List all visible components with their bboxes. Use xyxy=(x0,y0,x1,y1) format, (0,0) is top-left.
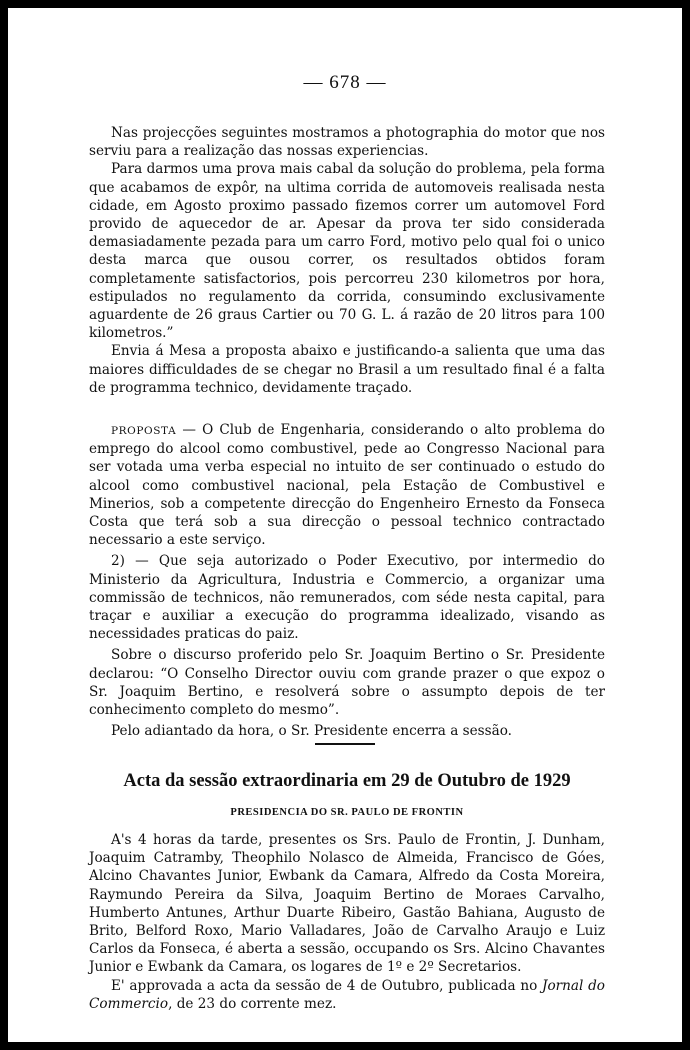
paragraph: Sobre o discurso proferido pelo Sr. Joaquim Bertino o Sr. Presidente declarou: “O Conselho Director ouviu com grande prazer o que expoz o Sr. Joaquim Bertino, e resolverá sobre o assumpto depois de ter conhecimento completo do mesmo”. xyxy=(89,647,605,719)
page-number: — 678 — xyxy=(303,72,387,93)
paragraph: Nas projecções seguintes mostramos a photographia do motor que nos serviu para a realização das nossas experiencias. xyxy=(89,125,605,160)
proposal-paragraph xyxy=(89,421,605,549)
section-title: Acta da sessão extraordinaria em 29 de Outubro de 1929 xyxy=(123,771,571,791)
text-block-proposal xyxy=(89,421,605,740)
paragraph: A's 4 horas da tarde, presentes os Srs. Paulo de Frontin, J. Dunham, Joaquim Catramby, Theophilo Nolasco de Almeida, Francisco de Góes, Alcino Chavantes Junior, Ewbank da Camara, Alfredo da Costa Moreira, Raymundo Pereira da Silva, Joaquim Bertino de Moraes Carvalho, Humberto Antunes, Arthur Duarte Ribeiro, Gastão Bahiana, Augusto de Brito, Belford Roxo, Mario Valladares, João de Carvalho Araujo e Luiz Carlos da Fonseca, é aberta a sessão, occupando os Srs. Alcino Chavantes Junior e Ewbank da Camara, os logares de 1º e 2º Secretarios. xyxy=(89,832,605,976)
proposal-text: — O Club de Engenharia, considerando o alto problema do emprego do alcool como combustivel, pede ao Congresso Nacional para ser votada uma verba especial no intuito de ser continuado o estudo do alcool como combustivel nacional, pela Estação de Combustivel e Minerios, sob a competente direcção do Engenheiro Ernesto da Fonseca Costa que terá sob a sua direcção o pessoal technico contractado necessario a este serviço. xyxy=(89,422,605,549)
journal-name: Jornal do Commercio xyxy=(89,977,605,1012)
section-subtitle: PRESIDENCIA DO SR. PAULO DE FRONTIN xyxy=(230,807,464,818)
text-block-upper xyxy=(89,124,605,397)
paragraph xyxy=(89,977,605,1013)
text-block-minutes xyxy=(89,831,605,1013)
paragraph: Envia á Mesa a proposta abaixo e justificando-a salienta que uma das maiores difficuldades de se chegar no Brasil a um resultado final é a falta de programma technico, devidamente traçado. xyxy=(89,343,605,396)
text-run: E' approvada a acta da sessão de 4 de Outubro, publicada no xyxy=(111,977,543,994)
section-header xyxy=(89,770,605,822)
paragraph: 2) — Que seja autorizado o Poder Executivo, por intermedio do Ministerio da Agricultura, Industria e Commercio, a organizar uma commissão de technicos, não remunerados, com séde nesta capital, para traçar e auxiliar a execução do programma idealizado, visando as necessidades praticas do paiz. xyxy=(89,553,605,643)
section-divider xyxy=(315,743,375,745)
proposal-label: PROPOSTA xyxy=(111,425,177,437)
document-page xyxy=(8,8,682,1042)
paragraph: Para darmos uma prova mais cabal da solução do problema, pela forma que acabamos de expôr, na ultima corrida de automoveis realisada nesta cidade, em Agosto proximo passado fizemos correr um automovel Ford provido de aquecedor de ar. Apesar da prova ter sido considerada demasiadamente pezada para um carro Ford, motivo pelo qual foi o unico desta marca que ousou correr, os resultados obtidos foram completamente satisfactorios, pois percorreu 230 kilometros por hora, estipulados no regulamento da corrida, consumindo exclusivamente aguardente de 26 graus Cartier ou 70 G. L. á razão de 20 litros para 100 kilometros.” xyxy=(89,161,605,342)
text-run: , de 23 do corrente mez. xyxy=(168,995,337,1012)
paragraph: Pelo adiantado da hora, o Sr. Presidente encerra a sessão. xyxy=(111,723,512,740)
